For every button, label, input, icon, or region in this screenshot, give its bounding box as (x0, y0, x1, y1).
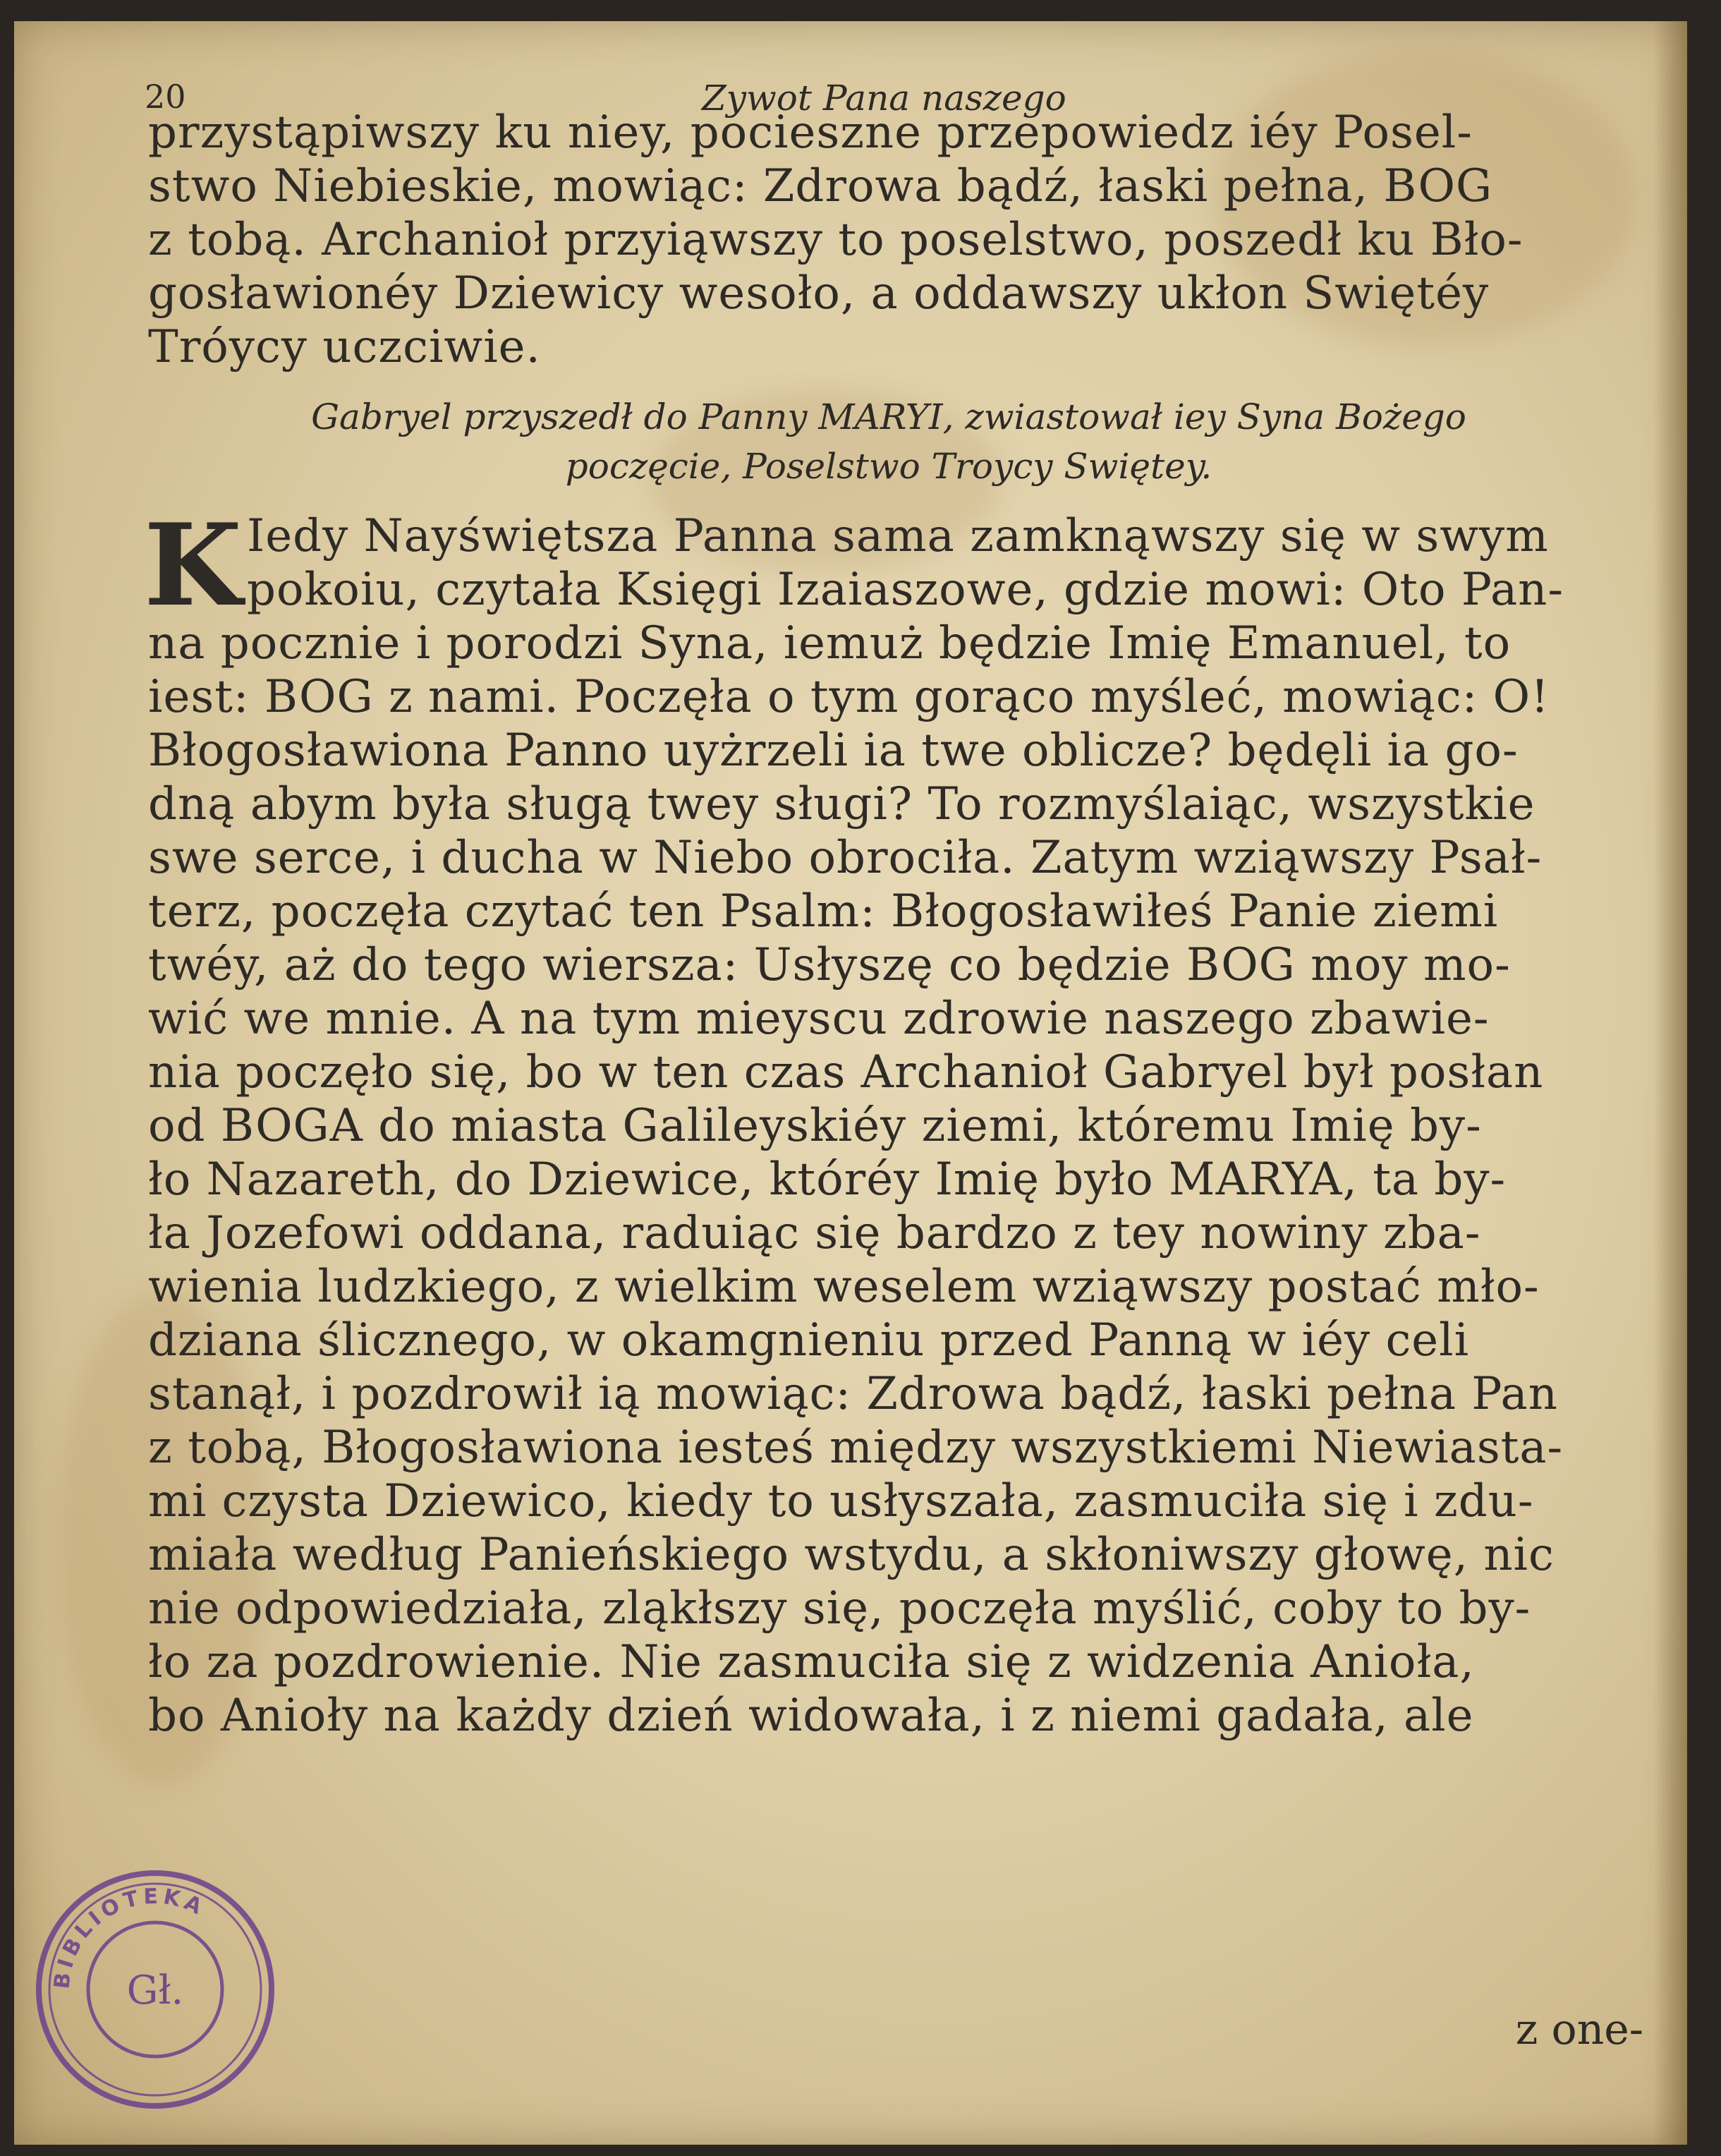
text-line: z tobą, Błogosławiona iesteś między wszystkiemi Niewiasta- (148, 1422, 1564, 1474)
section-heading-line: Gabryel przyszedł do Panny MARYI, zwiastował iey Syna Bożego (311, 396, 1466, 437)
text-line: gosławionéy Dziewicy wesoło, a oddawszy ukłon Swiętéy (148, 267, 1490, 320)
text-line: nie odpowiedziała, zląkłszy się, poczęła myślić, coby to by- (148, 1582, 1531, 1635)
section-heading-line: poczęcie, Poselstwo Troycy Swiętey. (565, 446, 1212, 487)
text-line: Iedy Nayświętsza Panna sama zamknąwszy się w swym (247, 510, 1549, 562)
text-line: miała według Panieńskiego wstydu, a skłoniwszy głowę, nic (148, 1529, 1555, 1581)
text-line: swe serce, i ducha w Niebo obrociła. Zatym wziąwszy Psał- (148, 832, 1543, 884)
text-line: od BOGA do miasta Galileyskiéy ziemi, któremu Imię by- (148, 1100, 1482, 1152)
text-line: dziana ślicznego, w okamgnieniu przed Panną w iéy celi (148, 1314, 1470, 1367)
text-line: wić we mnie. A na tym mieyscu zdrowie naszego zbawie- (148, 993, 1490, 1045)
stamp-inner-text: Gł. (126, 1968, 184, 2013)
text-line: stanął, i pozdrowił ią mowiąc: Zdrowa bądź, łaski pełna Pan (148, 1368, 1558, 1420)
section-heading (148, 392, 1629, 491)
text-line: stwo Niebieskie, mowiąc: Zdrowa bądź, łaski pełna, BOG (148, 160, 1493, 212)
intro-paragraph (148, 106, 1629, 374)
text-line: Błogosławiona Panno uyżrzeli ia twe oblicze? będęli ia go- (148, 725, 1519, 777)
text-line: terz, poczęła czytać ten Psalm: Błogosławiłeś Panie ziemi (148, 885, 1499, 938)
text-line: ła Jozefowi oddana, raduiąc się bardzo z tey nowiny zba- (148, 1207, 1481, 1259)
text-line: dną abym była sługą twey sługi? To rozmyślaiąc, wszystkie (148, 778, 1535, 830)
library-stamp-icon (28, 1863, 282, 2116)
text-line: Tróycy uczciwie. (148, 321, 541, 373)
text-line: twéy, aż do tego wiersza: Usłyszę co będzie BOG moy mo- (148, 939, 1511, 991)
stamp-ring-text: BIBLIOTEKA (49, 1884, 210, 1990)
main-paragraph (144, 499, 1629, 1743)
text-line: pokoiu, czytała Księgi Izaiaszowe, gdzie mowi: Oto Pan- (247, 564, 1564, 616)
text-line: wienia ludzkiego, z wielkim weselem wziąwszy postać mło- (148, 1261, 1540, 1313)
page-edge (1653, 21, 1687, 2145)
text-line: na pocznie i porodzi Syna, iemuż będzie Imię Emanuel, to (148, 617, 1512, 670)
drop-cap: K (144, 499, 243, 631)
page-text (144, 106, 1629, 1743)
text-line: mi czysta Dziewico, kiedy to usłyszała, zasmuciła się i zdu- (148, 1475, 1534, 1527)
running-title: Zywot Pana naszego (702, 78, 1066, 119)
text-line: nia poczęło się, bo w ten czas Archanioł Gabryel był posłan (148, 1046, 1544, 1098)
page-number: 20 (145, 78, 186, 116)
catchword: z one- (1515, 2005, 1643, 2054)
text-line: przystąpiwszy ku niey, pocieszne przepowiedz iéy Posel- (148, 107, 1473, 159)
text-line: z tobą. Archanioł przyiąwszy to poselstwo, poszedł ku Bło- (148, 214, 1524, 266)
text-line: iest: BOG z nami. Poczęła o tym gorąco myśleć, mowiąc: O! (148, 671, 1550, 723)
text-line: bo Anioły na każdy dzień widowała, i z niemi gadała, ale (148, 1690, 1474, 1742)
text-line: ło Nazareth, do Dziewice, któréy Imię było MARYA, ta by- (148, 1153, 1507, 1206)
text-line: ło za pozdrowienie. Nie zasmuciła się z widzenia Anioła, (148, 1636, 1475, 1688)
